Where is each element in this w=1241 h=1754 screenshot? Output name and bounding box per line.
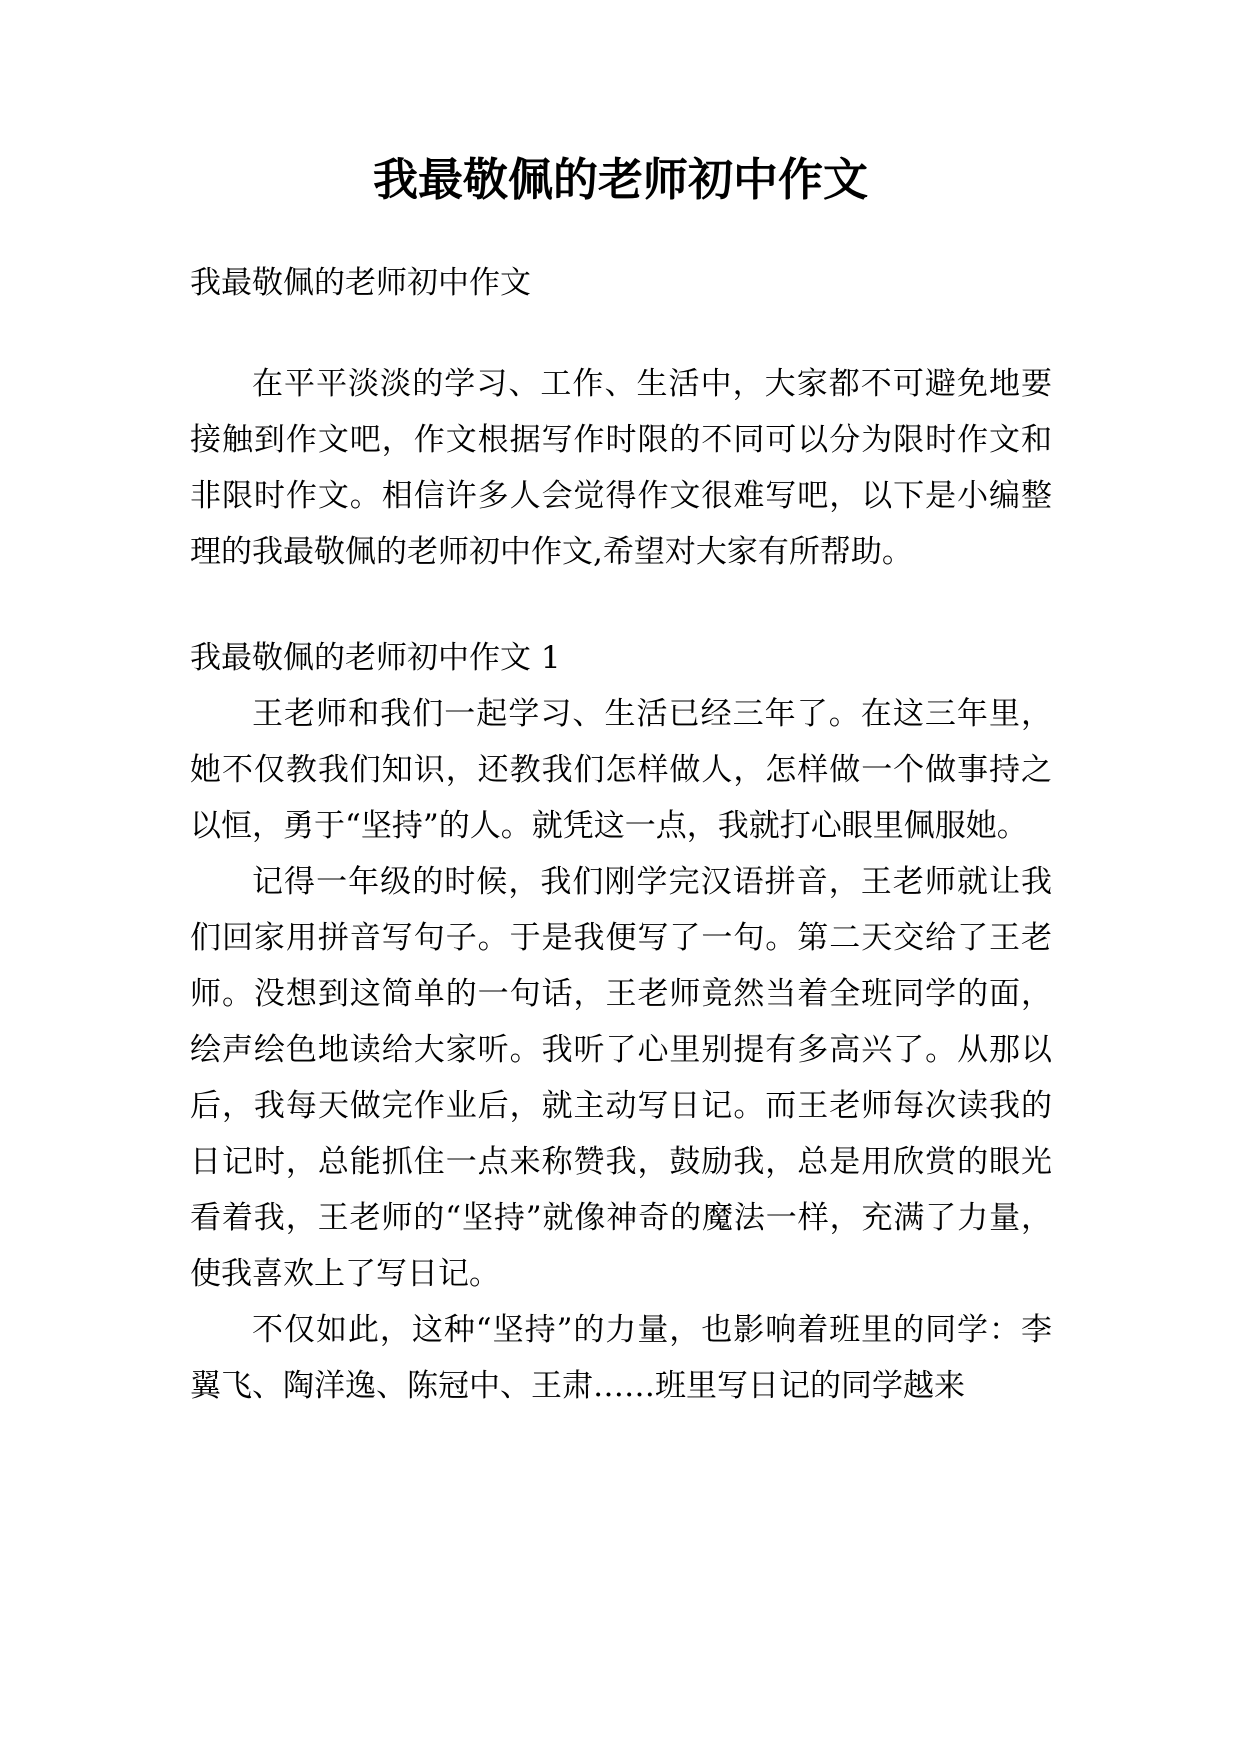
body-paragraph: 王老师和我们一起学习、生活已经三年了。在这三年里，她不仅教我们知识，还教我们怎样做人，怎样做一个做事持之以恒，勇于“坚持”的人。就凭这一点，我就打心眼里佩服她。 <box>190 696 1052 844</box>
spacer <box>190 580 1052 630</box>
body-paragraph: 不仅如此，这种“坚持”的力量，也影响着班里的同学：李翼飞、陶洋逸、陈冠中、王肃……班里写日记的同学越来 <box>190 1312 1052 1404</box>
section-heading: 我最敬佩的老师初中作文 1 <box>190 640 561 676</box>
document-subtitle: 我最敬佩的老师初中作文 <box>190 265 531 301</box>
document-title: 我最敬佩的老师初中作文 <box>372 153 868 206</box>
body-paragraph: 记得一年级的时候，我们刚学完汉语拼音，王老师就让我们回家用拼音写句子。于是我便写了一句。第二天交给了王老师。没想到这简单的一句话，王老师竟然当着全班同学的面，绘声绘色地读给大家听。我听了心里别提有多高兴了。从那以后，我每天做完作业后，就主动写日记。而王老师每次读我的日记时，总能抓住一点来称赞我，鼓励我，总是用欣赏的眼光看着我，王老师的“坚持”就像神奇的魔法一样，充满了力量，使我喜欢上了写日记。 <box>190 864 1052 1292</box>
document-body <box>190 255 1052 1414</box>
spacer <box>190 311 1052 356</box>
intro-paragraph: 在平平淡淡的学习、工作、生活中，大家都不可避免地要接触到作文吧，作文根据写作时限的不同可以分为限时作文和非限时作文。相信许多人会觉得作文很难写吧，以下是小编整理的我最敬佩的老师初中作文,希望对大家有所帮助。 <box>190 366 1052 570</box>
